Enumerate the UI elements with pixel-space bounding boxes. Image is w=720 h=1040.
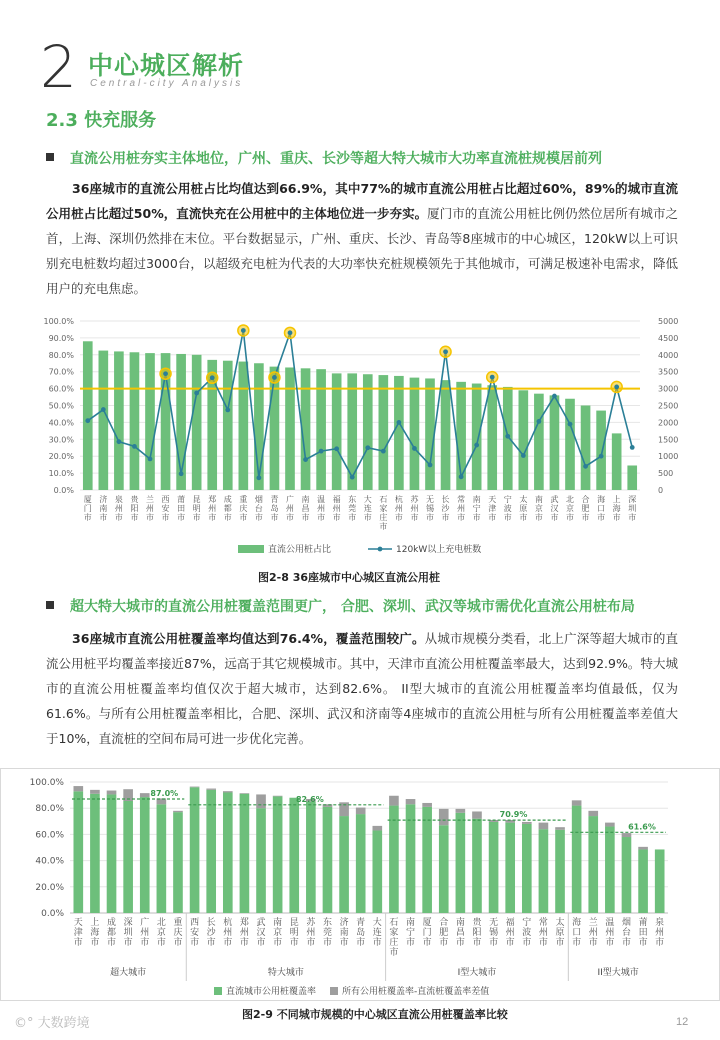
line-point [521, 453, 526, 458]
bar-dc [572, 806, 582, 913]
bar-dc [439, 825, 449, 913]
chapter-title: 中心城区解析 [88, 51, 245, 80]
x-tick-label: 贵阳市 [130, 495, 139, 522]
section-title: 2.3 快充服务 [46, 110, 157, 131]
y-tick-label: 80.0% [35, 804, 64, 815]
block2-bold: 36座城市直流公用桩覆盖率均值达到76.4%，覆盖范围较广。 [72, 631, 425, 646]
line-point [599, 454, 604, 459]
x-tick-label: 贵阳市 [472, 918, 482, 948]
x-tick-label: 合肥市 [439, 918, 449, 948]
bar-dc [472, 819, 482, 913]
x-tick-label: 南昌市 [455, 918, 465, 948]
x-tick-label: 上海市 [90, 918, 100, 948]
bar-diff [356, 808, 366, 815]
line-point [459, 474, 464, 479]
bar [285, 367, 295, 490]
bar-dc [206, 790, 216, 913]
group-average-label: 82.6% [295, 794, 324, 804]
legend-line-marker [378, 547, 383, 552]
y-left-tick-label: 100.0% [43, 317, 74, 326]
legend-bar-label: 直流公用桩占比 [268, 545, 332, 555]
bar-diff [140, 793, 150, 797]
legend-line-label: 120kW以上充电桩数 [396, 545, 482, 555]
block1-heading: 直流公用桩夯实主体地位，广州、重庆、长沙等超大特大城市大功率直流桩规模居前列 [46, 148, 602, 168]
line-point [583, 464, 588, 469]
bar-diff [240, 793, 250, 794]
x-tick-label: 苏州市 [306, 918, 316, 948]
x-tick-label: 石家庄市 [389, 918, 399, 958]
bar-diff [555, 827, 565, 830]
y-right-tick-label: 5000 [658, 317, 679, 326]
line-point [334, 446, 339, 451]
bar-dc [389, 806, 399, 913]
y-left-tick-label: 50.0% [48, 401, 74, 411]
line-point [319, 449, 324, 454]
bar-diff [472, 811, 482, 818]
x-tick-label: 深圳市 [628, 495, 637, 522]
bar [596, 411, 606, 490]
x-tick-label: 重庆市 [173, 918, 183, 948]
x-tick-label: 南宁市 [472, 495, 481, 522]
bar [441, 380, 451, 490]
bar-diff [107, 791, 117, 795]
bar-dc [190, 787, 200, 913]
line-point [163, 371, 168, 376]
x-tick-label: 南京市 [534, 495, 543, 522]
line-point [536, 419, 541, 424]
legend-diff-label: 所有公用桩覆盖率-直流桩覆盖率差值 [342, 987, 490, 997]
x-tick-label: 深圳市 [123, 918, 133, 948]
bar-dc [157, 804, 167, 913]
group-average-label: 61.6% [628, 822, 656, 832]
bar-dc [173, 812, 183, 913]
bar-diff [273, 796, 283, 797]
x-tick-label: 杭州市 [394, 495, 403, 522]
y-right-tick-label: 4000 [658, 350, 679, 360]
legend-dc-label: 直流城市公用桩覆盖率 [226, 987, 317, 997]
bar [363, 374, 373, 490]
bar [239, 362, 249, 490]
bar-dc [256, 808, 266, 913]
bar-dc [140, 797, 150, 913]
bullet-square-icon [46, 601, 54, 609]
x-tick-label: 青岛市 [356, 918, 366, 948]
x-tick-label: 莆田市 [177, 495, 186, 522]
bar-dc [456, 813, 466, 913]
chart-dc-share [0, 305, 720, 588]
x-tick-label: 西安市 [190, 918, 200, 948]
block2-text: 从城市规模分类看，北上广深等超大城市的直流公用桩平均覆盖率接近87%，远高于其它规模城市。其中，天津市直流公用桩覆盖率最大，达到92.9%。特大城市的直流公用桩覆盖率均值仅次于超大城市，达到82.6%。 II型大城市的直流公用桩覆盖率均值最低，仅为61.6%。与所有公用桩覆盖率相比，合肥、深圳、武汉和济南等4座城市的直流公用桩与所有公用桩覆盖率差值大于10%，直流桩的空间布局可进一步优化完善。 [46, 631, 678, 746]
bar [114, 351, 124, 490]
bar [410, 378, 420, 490]
bar [472, 384, 482, 490]
y-left-tick-label: 80.0% [48, 350, 74, 360]
legend-bar-swatch [238, 545, 264, 553]
group-name: 特大城市 [267, 968, 304, 978]
y-left-tick-label: 40.0% [48, 418, 74, 428]
line-point [132, 444, 137, 449]
block1-bold: 36座城市的直流公用桩占比均值达到66.9%，其中77%的城市直流公用桩占比超过60%，89%的城市直流公用桩占比超过50%，直流快充在公用桩中的主体地位进一步夯实。 [46, 181, 678, 221]
bar [223, 361, 233, 490]
bar-diff [372, 826, 382, 831]
chapter-subtitle: Central-city Analysis [90, 78, 244, 89]
x-tick-label: 海口市 [597, 495, 606, 522]
x-tick-label: 温州市 [317, 495, 326, 522]
x-tick-label: 广州市 [140, 918, 150, 948]
x-tick-label: 成都市 [107, 918, 117, 948]
group-name: I型大城市 [457, 968, 497, 978]
line-point [116, 439, 121, 444]
x-tick-label: 无锡市 [426, 495, 434, 522]
line-point [474, 443, 479, 448]
y-right-tick-label: 2000 [658, 418, 679, 428]
y-left-tick-label: 90.0% [48, 333, 74, 343]
x-tick-label: 东莞市 [322, 918, 332, 948]
chapter-number: 2 [40, 33, 77, 101]
bar-diff [190, 787, 200, 788]
x-tick-label: 泉州市 [114, 495, 123, 522]
bar-diff [539, 823, 549, 830]
y-tick-label: 60.0% [35, 830, 64, 841]
footer-logo: ©° 大数跨境 [14, 1016, 90, 1031]
x-tick-label: 合肥市 [581, 495, 590, 522]
x-tick-label: 郑州市 [208, 495, 217, 522]
x-tick-label: 大连市 [372, 918, 382, 948]
line-point [396, 420, 401, 425]
bar [270, 367, 280, 490]
block1-text: 厦门市的直流公用桩比例仍然位居所有城市之首，上海、深圳仍然排在末位。平台数据显示，广州、重庆、长沙、青岛等8座城市的中心城区，120kW以上可识别充电桩数均超过3000台，以超级充电桩为代表的大功率快充桩规模领先于其他城市，可满足极速补电需求，降低用户的充电焦虑。 [46, 206, 678, 296]
bar [425, 378, 435, 490]
bar [394, 376, 404, 490]
x-tick-label: 济南市 [99, 495, 108, 522]
x-tick-label: 厦门市 [422, 918, 432, 948]
x-tick-label: 温州市 [605, 918, 615, 948]
x-tick-label: 长沙市 [206, 918, 216, 948]
x-tick-label: 广州市 [286, 495, 294, 522]
bar-dc [539, 829, 549, 913]
y-right-tick-label: 0 [658, 486, 664, 495]
bar-diff [406, 799, 416, 804]
bar [581, 406, 591, 491]
x-tick-label: 福州市 [332, 495, 341, 522]
y-right-tick-label: 2500 [658, 401, 679, 411]
line-point [194, 391, 199, 396]
bar-diff [90, 790, 100, 794]
bar-diff [173, 811, 183, 812]
group-average-label: 87.0% [150, 789, 179, 799]
x-tick-label: 泉州市 [655, 918, 665, 948]
line-point [241, 328, 246, 333]
line-point [505, 434, 510, 439]
line-point [614, 385, 619, 390]
x-tick-label: 武汉市 [256, 918, 266, 948]
x-tick-label: 海口市 [572, 918, 582, 948]
y-left-tick-label: 0.0% [53, 486, 74, 495]
line-point [288, 330, 293, 335]
bar [99, 351, 109, 490]
block1-paragraph [46, 176, 678, 301]
x-tick-label: 厦门市 [83, 495, 92, 522]
y-right-tick-label: 3000 [658, 384, 679, 394]
line-point [101, 407, 106, 412]
x-tick-label: 烟台市 [621, 918, 631, 948]
y-right-tick-label: 1000 [658, 452, 679, 462]
x-tick-label: 北京市 [566, 495, 574, 522]
page-number: 12 [676, 1016, 689, 1028]
line-point [443, 349, 448, 354]
bar-dc [638, 849, 648, 913]
y-tick-label: 0.0% [41, 909, 64, 919]
x-tick-label: 常州市 [457, 495, 466, 522]
x-tick-label: 东莞市 [348, 495, 357, 522]
line-point [412, 446, 417, 451]
x-tick-label: 长沙市 [441, 495, 450, 522]
bar-dc [489, 822, 499, 913]
y-tick-label: 40.0% [35, 856, 64, 867]
line-point [256, 475, 261, 480]
bar-diff [206, 789, 216, 790]
group-name: II型大城市 [597, 968, 639, 978]
bar-dc [372, 830, 382, 913]
x-tick-label: 郑州市 [239, 918, 249, 948]
x-tick-label: 宁波市 [522, 918, 532, 948]
bar-dc [588, 816, 598, 913]
bar-dc [422, 807, 432, 913]
bar-diff [588, 811, 598, 816]
line-point [179, 471, 184, 476]
bar-dc [273, 796, 283, 913]
bar-dc [356, 814, 366, 913]
y-right-tick-label: 4500 [658, 333, 679, 343]
line-point [272, 375, 277, 380]
line-point [381, 449, 386, 454]
bar [192, 355, 202, 490]
bar-dc [522, 824, 532, 913]
bar-diff [422, 803, 432, 807]
bar-dc [605, 827, 615, 913]
bar-dc [306, 802, 316, 913]
x-tick-label: 上海市 [612, 495, 621, 522]
chart1-caption: 图2-8 36座城市中心城区直流公用桩 [258, 571, 441, 584]
x-tick-label: 天津市 [73, 918, 83, 948]
line-point [568, 422, 573, 427]
x-tick-label: 南宁市 [406, 918, 416, 948]
bar-diff [522, 822, 532, 824]
bar [332, 373, 342, 490]
x-tick-label: 杭州市 [223, 918, 233, 948]
block2-paragraph [46, 626, 678, 751]
bar [379, 375, 389, 490]
bar-dc [223, 792, 233, 913]
x-tick-label: 大连市 [363, 495, 372, 522]
bar-dc [323, 807, 333, 913]
line-point [350, 475, 355, 480]
x-tick-label: 烟台市 [254, 495, 263, 522]
x-tick-label: 西安市 [161, 495, 170, 522]
x-tick-label: 南昌市 [301, 495, 310, 522]
x-tick-label: 福州市 [505, 918, 515, 948]
x-tick-label: 天津市 [488, 495, 497, 522]
x-tick-label: 宁波市 [503, 495, 512, 522]
line-point [148, 457, 153, 462]
bar-dc [123, 801, 133, 913]
bar [612, 433, 622, 490]
x-tick-label: 成都市 [223, 495, 232, 522]
bar-dc [107, 794, 117, 913]
group-name: 超大城市 [110, 968, 147, 978]
y-tick-label: 100.0% [29, 778, 64, 788]
y-left-tick-label: 30.0% [48, 435, 74, 445]
line-point [630, 445, 635, 450]
bar [550, 395, 560, 490]
legend-dc-swatch [214, 987, 222, 995]
bar-diff [439, 809, 449, 825]
group-average-label: 70.9% [499, 810, 528, 820]
x-tick-label: 济南市 [339, 918, 349, 948]
chart2-caption: 图2-9 不同城市规模的中心城区直流公用桩覆盖率比较 [242, 1008, 508, 1021]
block2-heading: 超大特大城市的直流公用桩覆盖范围更广， 合肥、深圳、武汉等城市需优化直流公用桩布局 [46, 596, 635, 616]
line-point [490, 375, 495, 380]
bar-diff [456, 809, 466, 813]
y-tick-label: 20.0% [35, 882, 64, 893]
bar-diff [256, 794, 266, 808]
x-tick-label: 太原市 [555, 918, 565, 948]
bar-dc [622, 837, 632, 913]
y-right-tick-label: 3500 [658, 367, 679, 377]
y-right-tick-label: 1500 [658, 435, 679, 445]
bar [145, 353, 155, 490]
bar-dc [339, 816, 349, 913]
x-tick-label: 无锡市 [489, 918, 499, 948]
y-left-tick-label: 10.0% [48, 469, 74, 479]
bar-dc [289, 798, 299, 913]
bar [519, 390, 529, 490]
bar-diff [389, 796, 399, 806]
x-tick-label: 昆明市 [289, 918, 299, 948]
bar-diff [572, 800, 582, 805]
x-tick-label: 北京市 [156, 918, 166, 948]
bar-dc [73, 791, 83, 913]
bar [130, 352, 140, 490]
bar-dc [90, 794, 100, 913]
y-right-tick-label: 500 [658, 469, 674, 479]
line-point [210, 375, 215, 380]
bar [627, 465, 637, 490]
x-tick-label: 重庆市 [239, 495, 248, 522]
x-tick-label: 苏州市 [410, 495, 419, 522]
x-tick-label: 昆明市 [192, 495, 201, 522]
bar-diff [622, 833, 632, 837]
x-tick-label: 常州市 [538, 918, 548, 948]
x-tick-label: 南京市 [273, 918, 283, 948]
line-point [428, 463, 433, 468]
x-tick-label: 兰州市 [588, 918, 598, 948]
bar-dc [240, 794, 250, 913]
line-point [552, 394, 557, 399]
line-point [303, 457, 308, 462]
line-point [365, 445, 370, 450]
bar-diff [223, 791, 233, 792]
bullet-square-icon [46, 153, 54, 161]
legend-diff-swatch [330, 987, 338, 995]
y-left-tick-label: 60.0% [48, 384, 74, 394]
x-tick-label: 石家庄市 [379, 495, 388, 531]
bar [316, 369, 326, 490]
x-tick-label: 太原市 [519, 495, 528, 522]
bar [534, 394, 544, 490]
bar [83, 341, 93, 490]
bar-dc [555, 830, 565, 913]
x-tick-label: 武汉市 [550, 495, 559, 522]
y-left-tick-label: 70.0% [48, 367, 74, 377]
bar-dc [505, 823, 515, 913]
y-left-tick-label: 20.0% [48, 452, 74, 462]
x-tick-label: 青岛市 [270, 495, 279, 522]
bar-diff [605, 823, 615, 827]
bar-diff [638, 847, 648, 850]
line-point [225, 407, 230, 412]
chart-dc-coverage [0, 768, 720, 1003]
x-tick-label: 莆田市 [638, 918, 648, 948]
bar-dc [655, 849, 665, 913]
x-tick-label: 兰州市 [146, 495, 154, 522]
line-point [85, 418, 90, 423]
bar-diff [73, 786, 83, 791]
bar [565, 399, 575, 490]
bar [487, 385, 497, 490]
